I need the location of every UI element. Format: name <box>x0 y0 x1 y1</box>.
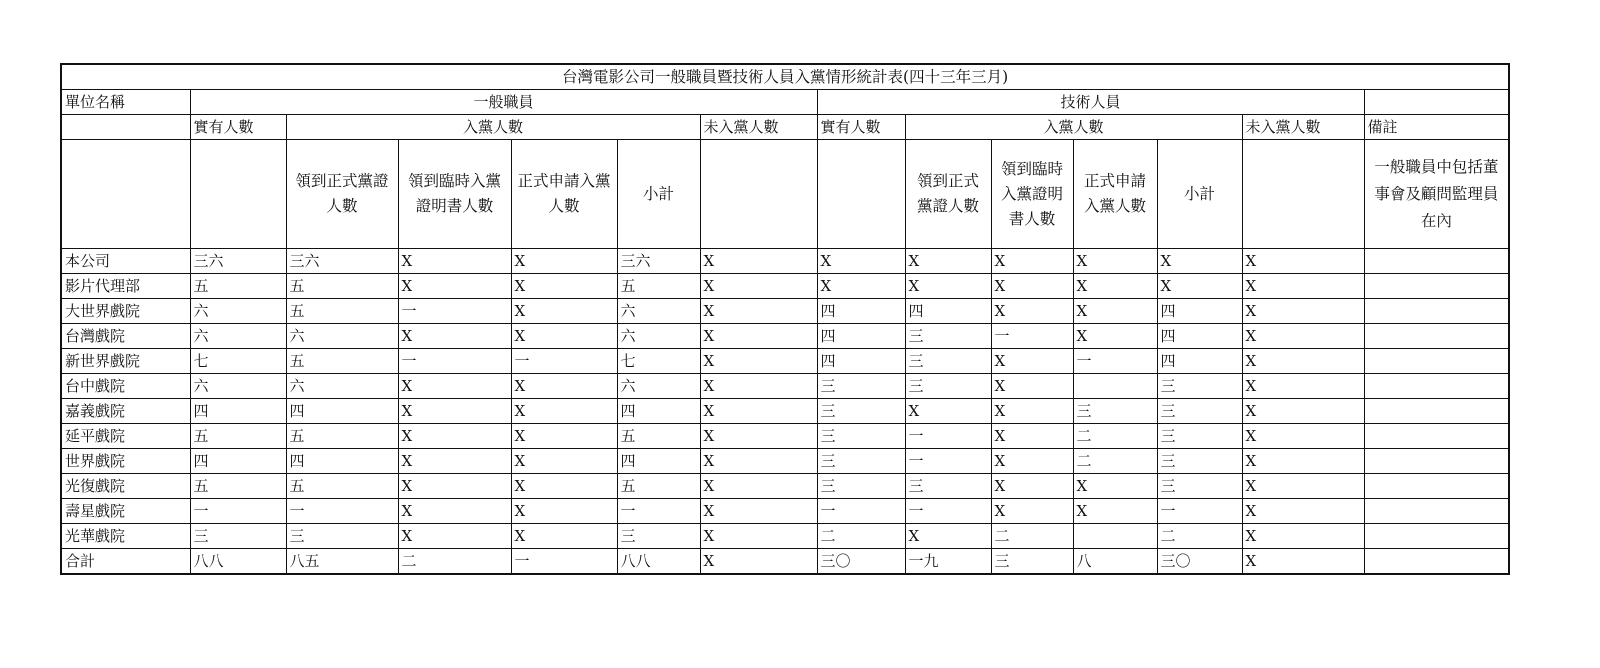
general-official-card-cell: 五 <box>286 299 398 324</box>
tech-subtotal-cell: X <box>1157 274 1242 299</box>
tech-actual-cell: 三〇 <box>817 549 905 575</box>
table-row <box>61 299 1509 324</box>
general-formal-application-cell: X <box>511 249 617 274</box>
header-tech-actual-count: 實有人數 <box>817 115 905 140</box>
header-tech-joined-count: 入黨人數 <box>905 115 1242 140</box>
unit-name-cell: 光復戲院 <box>61 474 190 499</box>
general-temporary-cert-cell: 二 <box>398 549 511 575</box>
remarks-cell <box>1364 349 1509 374</box>
header-blank <box>61 140 190 249</box>
remarks-cell <box>1364 399 1509 424</box>
tech-not-joined-cell: X <box>1242 424 1364 449</box>
general-actual-cell: 六 <box>190 374 286 399</box>
tech-formal-application-cell: X <box>1073 499 1157 524</box>
table-row <box>61 374 1509 399</box>
header-blank <box>700 140 817 249</box>
general-not-joined-cell: X <box>700 324 817 349</box>
general-subtotal-cell: 五 <box>617 474 700 499</box>
general-actual-cell: 五 <box>190 474 286 499</box>
header-tech-not-joined-count: 未入黨人數 <box>1242 115 1364 140</box>
unit-name-cell: 本公司 <box>61 249 190 274</box>
tech-formal-application-cell: 二 <box>1073 449 1157 474</box>
general-subtotal-cell: 五 <box>617 424 700 449</box>
general-not-joined-cell: X <box>700 374 817 399</box>
unit-name-cell: 台灣戲院 <box>61 324 190 349</box>
tech-not-joined-cell: X <box>1242 349 1364 374</box>
general-formal-application-cell: X <box>511 299 617 324</box>
tech-official-card-cell: 一九 <box>905 549 991 575</box>
tech-not-joined-cell: X <box>1242 399 1364 424</box>
general-actual-cell: 四 <box>190 399 286 424</box>
remarks-cell <box>1364 524 1509 549</box>
tech-actual-cell: 三 <box>817 424 905 449</box>
tech-temporary-cert-cell: X <box>991 399 1073 424</box>
general-subtotal-cell: 六 <box>617 299 700 324</box>
tech-formal-application-cell: 三 <box>1073 399 1157 424</box>
table-title: 台灣電影公司一般職員暨技術人員入黨情形統計表(四十三年三月) <box>61 64 1509 90</box>
header-blank <box>190 140 286 249</box>
tech-subtotal-cell: 三 <box>1157 449 1242 474</box>
general-official-card-cell: 四 <box>286 399 398 424</box>
general-subtotal-cell: 七 <box>617 349 700 374</box>
tech-actual-cell: 三 <box>817 374 905 399</box>
general-not-joined-cell: X <box>700 524 817 549</box>
general-official-card-cell: 八五 <box>286 549 398 575</box>
remarks-cell <box>1364 299 1509 324</box>
header-tech-official-card: 領到正式黨證人數 <box>905 140 991 249</box>
header-official-card: 領到正式黨證人數 <box>286 140 398 249</box>
tech-actual-cell: 四 <box>817 324 905 349</box>
tech-actual-cell: X <box>817 274 905 299</box>
general-official-card-cell: 三 <box>286 524 398 549</box>
tech-official-card-cell: 四 <box>905 299 991 324</box>
general-temporary-cert-cell: 一 <box>398 299 511 324</box>
tech-official-card-cell: 一 <box>905 499 991 524</box>
header-technical-staff: 技術人員 <box>817 90 1364 115</box>
general-actual-cell: 三 <box>190 524 286 549</box>
tech-not-joined-cell: X <box>1242 449 1364 474</box>
tech-formal-application-cell: X <box>1073 299 1157 324</box>
unit-name-cell: 大世界戲院 <box>61 299 190 324</box>
statistics-table <box>60 63 1510 575</box>
tech-temporary-cert-cell: X <box>991 499 1073 524</box>
general-actual-cell: 五 <box>190 274 286 299</box>
tech-subtotal-cell: 三〇 <box>1157 549 1242 575</box>
tech-formal-application-cell: 八 <box>1073 549 1157 575</box>
tech-official-card-cell: 三 <box>905 349 991 374</box>
general-temporary-cert-cell: X <box>398 374 511 399</box>
tech-subtotal-cell: 四 <box>1157 324 1242 349</box>
general-not-joined-cell: X <box>700 249 817 274</box>
tech-official-card-cell: 三 <box>905 474 991 499</box>
tech-temporary-cert-cell: 一 <box>991 324 1073 349</box>
header-tech-temporary-cert: 領到臨時入黨證明書人數 <box>991 140 1073 249</box>
tech-official-card-cell: 一 <box>905 424 991 449</box>
remarks-cell <box>1364 374 1509 399</box>
tech-subtotal-cell: 三 <box>1157 399 1242 424</box>
general-temporary-cert-cell: X <box>398 449 511 474</box>
general-actual-cell: 六 <box>190 324 286 349</box>
general-not-joined-cell: X <box>700 349 817 374</box>
tech-temporary-cert-cell: X <box>991 449 1073 474</box>
tech-actual-cell: 四 <box>817 349 905 374</box>
unit-name-cell: 延平戲院 <box>61 424 190 449</box>
header-temporary-cert: 領到臨時入黨證明書人數 <box>398 140 511 249</box>
tech-formal-application-cell: X <box>1073 274 1157 299</box>
general-formal-application-cell: X <box>511 274 617 299</box>
remarks-cell <box>1364 499 1509 524</box>
general-formal-application-cell: X <box>511 399 617 424</box>
tech-actual-cell: 三 <box>817 474 905 499</box>
tech-actual-cell: 三 <box>817 449 905 474</box>
general-actual-cell: 三六 <box>190 249 286 274</box>
tech-subtotal-cell: 三 <box>1157 374 1242 399</box>
general-actual-cell: 七 <box>190 349 286 374</box>
tech-subtotal-cell: X <box>1157 249 1242 274</box>
table-row <box>61 549 1509 575</box>
tech-subtotal-cell: 一 <box>1157 499 1242 524</box>
general-official-card-cell: 五 <box>286 424 398 449</box>
general-temporary-cert-cell: X <box>398 324 511 349</box>
tech-not-joined-cell: X <box>1242 249 1364 274</box>
general-temporary-cert-cell: X <box>398 249 511 274</box>
header-general-staff: 一般職員 <box>190 90 817 115</box>
remarks-cell <box>1364 549 1509 575</box>
remarks-cell <box>1364 424 1509 449</box>
header-blank <box>817 140 905 249</box>
general-not-joined-cell: X <box>700 424 817 449</box>
header-remarks: 備註 <box>1364 115 1509 140</box>
general-formal-application-cell: X <box>511 424 617 449</box>
general-temporary-cert-cell: X <box>398 499 511 524</box>
tech-not-joined-cell: X <box>1242 274 1364 299</box>
general-not-joined-cell: X <box>700 499 817 524</box>
general-formal-application-cell: X <box>511 524 617 549</box>
tech-subtotal-cell: 三 <box>1157 474 1242 499</box>
unit-name-cell: 台中戲院 <box>61 374 190 399</box>
general-temporary-cert-cell: 一 <box>398 349 511 374</box>
header-unit-name: 單位名稱 <box>61 90 190 115</box>
tech-not-joined-cell: X <box>1242 499 1364 524</box>
header-formal-application: 正式申請入黨人數 <box>511 140 617 249</box>
table-row <box>61 399 1509 424</box>
tech-actual-cell: X <box>817 249 905 274</box>
tech-temporary-cert-cell: X <box>991 274 1073 299</box>
table-row <box>61 524 1509 549</box>
general-formal-application-cell: 一 <box>511 549 617 575</box>
tech-formal-application-cell <box>1073 524 1157 549</box>
general-formal-application-cell: X <box>511 324 617 349</box>
general-actual-cell: 一 <box>190 499 286 524</box>
general-actual-cell: 四 <box>190 449 286 474</box>
table-row <box>61 349 1509 374</box>
tech-official-card-cell: 一 <box>905 449 991 474</box>
general-formal-application-cell: X <box>511 449 617 474</box>
tech-actual-cell: 四 <box>817 299 905 324</box>
tech-subtotal-cell: 三 <box>1157 424 1242 449</box>
general-temporary-cert-cell: X <box>398 424 511 449</box>
table-row <box>61 474 1509 499</box>
tech-not-joined-cell: X <box>1242 524 1364 549</box>
general-official-card-cell: 六 <box>286 324 398 349</box>
general-actual-cell: 五 <box>190 424 286 449</box>
tech-subtotal-cell: 二 <box>1157 524 1242 549</box>
tech-formal-application-cell <box>1073 374 1157 399</box>
tech-official-card-cell: 三 <box>905 324 991 349</box>
tech-not-joined-cell: X <box>1242 474 1364 499</box>
general-subtotal-cell: 六 <box>617 324 700 349</box>
general-not-joined-cell: X <box>700 549 817 575</box>
general-subtotal-cell: 三 <box>617 524 700 549</box>
tech-subtotal-cell: 四 <box>1157 349 1242 374</box>
header-blank <box>61 115 190 140</box>
general-not-joined-cell: X <box>700 474 817 499</box>
general-official-card-cell: 五 <box>286 274 398 299</box>
tech-temporary-cert-cell: X <box>991 374 1073 399</box>
tech-official-card-cell: X <box>905 399 991 424</box>
tech-not-joined-cell: X <box>1242 549 1364 575</box>
general-temporary-cert-cell: X <box>398 524 511 549</box>
unit-name-cell: 影片代理部 <box>61 274 190 299</box>
general-actual-cell: 六 <box>190 299 286 324</box>
tech-official-card-cell: X <box>905 249 991 274</box>
tech-official-card-cell: 三 <box>905 374 991 399</box>
tech-temporary-cert-cell: X <box>991 474 1073 499</box>
general-subtotal-cell: 六 <box>617 374 700 399</box>
header-general-joined-count: 入黨人數 <box>286 115 700 140</box>
table-row <box>61 424 1509 449</box>
tech-temporary-cert-cell: X <box>991 424 1073 449</box>
header-general-actual-count: 實有人數 <box>190 115 286 140</box>
general-official-card-cell: 一 <box>286 499 398 524</box>
header-subtotal: 小計 <box>617 140 700 249</box>
general-subtotal-cell: 五 <box>617 274 700 299</box>
general-temporary-cert-cell: X <box>398 474 511 499</box>
tech-temporary-cert-cell: 三 <box>991 549 1073 575</box>
unit-name-cell: 合計 <box>61 549 190 575</box>
remarks-cell <box>1364 449 1509 474</box>
tech-official-card-cell: X <box>905 274 991 299</box>
general-not-joined-cell: X <box>700 299 817 324</box>
general-subtotal-cell: 一 <box>617 499 700 524</box>
unit-name-cell: 新世界戲院 <box>61 349 190 374</box>
general-official-card-cell: 五 <box>286 349 398 374</box>
header-tech-subtotal: 小計 <box>1157 140 1242 249</box>
tech-temporary-cert-cell: X <box>991 249 1073 274</box>
general-not-joined-cell: X <box>700 449 817 474</box>
unit-name-cell: 嘉義戲院 <box>61 399 190 424</box>
tech-not-joined-cell: X <box>1242 299 1364 324</box>
tech-not-joined-cell: X <box>1242 374 1364 399</box>
tech-not-joined-cell: X <box>1242 324 1364 349</box>
remarks-cell <box>1364 274 1509 299</box>
remarks-cell <box>1364 474 1509 499</box>
tech-actual-cell: 三 <box>817 399 905 424</box>
general-subtotal-cell: 三六 <box>617 249 700 274</box>
tech-subtotal-cell: 四 <box>1157 299 1242 324</box>
general-formal-application-cell: 一 <box>511 349 617 374</box>
unit-name-cell: 光華戲院 <box>61 524 190 549</box>
tech-formal-application-cell: 二 <box>1073 424 1157 449</box>
tech-actual-cell: 二 <box>817 524 905 549</box>
general-temporary-cert-cell: X <box>398 399 511 424</box>
table-row <box>61 274 1509 299</box>
table-row <box>61 499 1509 524</box>
general-temporary-cert-cell: X <box>398 274 511 299</box>
general-official-card-cell: 四 <box>286 449 398 474</box>
header-blank <box>1364 90 1509 115</box>
tech-official-card-cell: X <box>905 524 991 549</box>
header-general-not-joined-count: 未入黨人數 <box>700 115 817 140</box>
general-formal-application-cell: X <box>511 374 617 399</box>
table-row <box>61 324 1509 349</box>
tech-temporary-cert-cell: X <box>991 349 1073 374</box>
unit-name-cell: 世界戲院 <box>61 449 190 474</box>
remark-note: 一般職員中包括董事會及顧問監理員在內 <box>1364 140 1509 249</box>
table-row <box>61 249 1509 274</box>
remarks-cell <box>1364 324 1509 349</box>
general-not-joined-cell: X <box>700 399 817 424</box>
header-blank <box>1242 140 1364 249</box>
tech-temporary-cert-cell: 二 <box>991 524 1073 549</box>
general-formal-application-cell: X <box>511 499 617 524</box>
general-subtotal-cell: 四 <box>617 399 700 424</box>
tech-formal-application-cell: 一 <box>1073 349 1157 374</box>
general-actual-cell: 八八 <box>190 549 286 575</box>
unit-name-cell: 壽星戲院 <box>61 499 190 524</box>
remarks-cell <box>1364 249 1509 274</box>
general-subtotal-cell: 八八 <box>617 549 700 575</box>
general-formal-application-cell: X <box>511 474 617 499</box>
general-official-card-cell: 五 <box>286 474 398 499</box>
general-official-card-cell: 三六 <box>286 249 398 274</box>
general-official-card-cell: 六 <box>286 374 398 399</box>
header-tech-formal-application: 正式申請入黨人數 <box>1073 140 1157 249</box>
tech-formal-application-cell: X <box>1073 249 1157 274</box>
tech-formal-application-cell: X <box>1073 474 1157 499</box>
general-subtotal-cell: 四 <box>617 449 700 474</box>
table-row <box>61 449 1509 474</box>
tech-actual-cell: 一 <box>817 499 905 524</box>
general-not-joined-cell: X <box>700 274 817 299</box>
tech-temporary-cert-cell: X <box>991 299 1073 324</box>
tech-formal-application-cell: X <box>1073 324 1157 349</box>
